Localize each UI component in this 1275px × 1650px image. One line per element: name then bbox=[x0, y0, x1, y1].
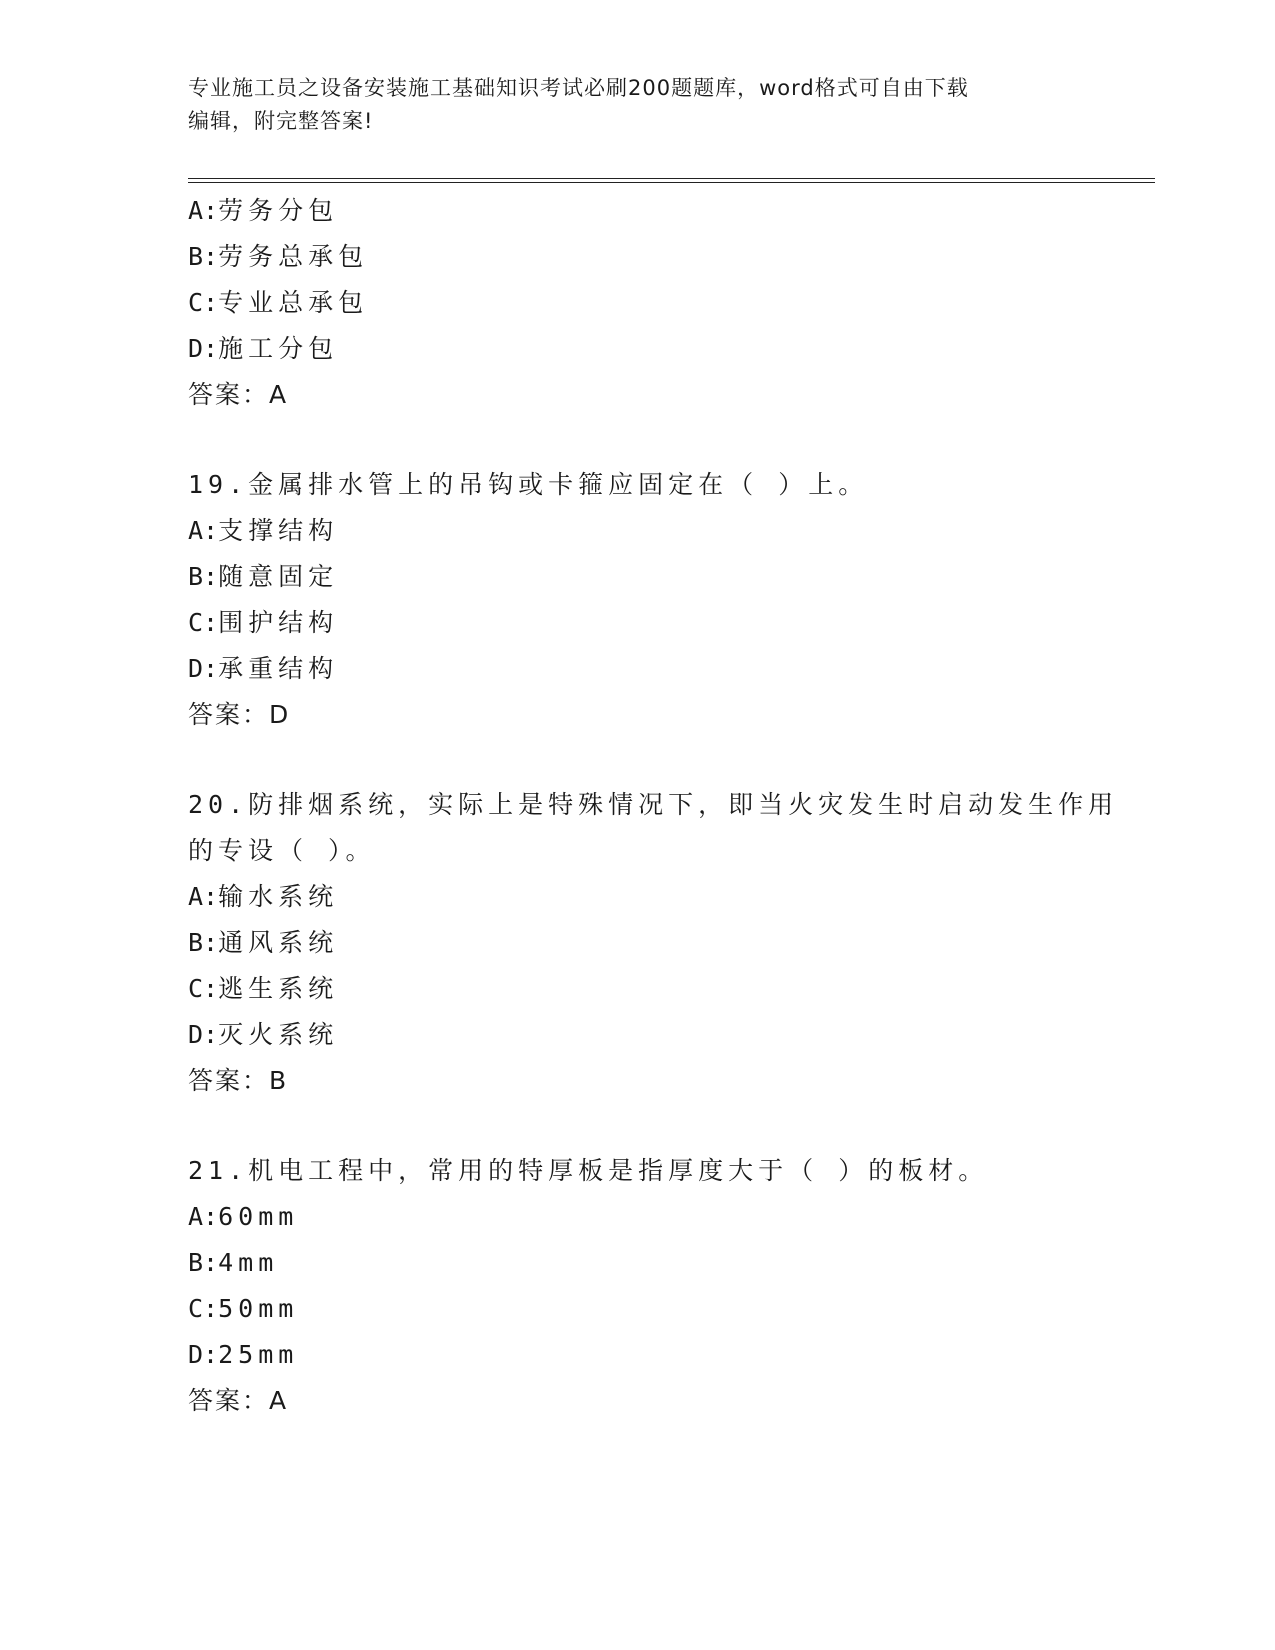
question-block-19 bbox=[188, 462, 1148, 738]
option-c: C:专业总承包 bbox=[188, 288, 369, 317]
header-line-2: 编辑，附完整答案! bbox=[188, 109, 374, 133]
option-a: A:劳务分包 bbox=[188, 196, 339, 225]
document-body bbox=[188, 188, 1148, 1424]
answer-line: 答案：A bbox=[188, 380, 289, 409]
answer-line: 答案：A bbox=[188, 1386, 289, 1415]
option-b: B:通风系统 bbox=[188, 928, 339, 957]
document-header bbox=[188, 72, 1088, 138]
question-block-18 bbox=[188, 188, 1148, 418]
option-b: B:劳务总承包 bbox=[188, 242, 369, 271]
option-a: A:支撑结构 bbox=[188, 516, 339, 545]
answer-line: 答案：D bbox=[188, 700, 291, 729]
question-text: 20.防排烟系统，实际上是特殊情况下，即当火灾发生时启动发生作用 bbox=[188, 790, 1119, 819]
option-d: D:25mm bbox=[188, 1340, 299, 1369]
option-d: D:施工分包 bbox=[188, 334, 339, 363]
option-c: C:50mm bbox=[188, 1294, 299, 1323]
question-text-continued: 的专设（ ）。 bbox=[188, 836, 376, 865]
answer-line: 答案：B bbox=[188, 1066, 289, 1095]
question-block-20 bbox=[188, 782, 1148, 1104]
option-d: D:灭火系统 bbox=[188, 1020, 339, 1049]
header-divider-bottom bbox=[188, 182, 1155, 183]
option-c: C:围护结构 bbox=[188, 608, 339, 637]
question-text: 21.机电工程中，常用的特厚板是指厚度大于（ ）的板材。 bbox=[188, 1156, 989, 1185]
option-a: A:60mm bbox=[188, 1202, 299, 1231]
option-d: D:承重结构 bbox=[188, 654, 339, 683]
option-b: B:4mm bbox=[188, 1248, 279, 1277]
header-line-1: 专业施工员之设备安装施工基础知识考试必刷200题题库，word格式可自由下载 bbox=[188, 76, 969, 100]
header-divider-top bbox=[188, 178, 1155, 179]
question-text: 19.金属排水管上的吊钩或卡箍应固定在（ ）上。 bbox=[188, 470, 869, 499]
question-block-21 bbox=[188, 1148, 1148, 1424]
option-b: B:随意固定 bbox=[188, 562, 339, 591]
option-a: A:输水系统 bbox=[188, 882, 339, 911]
option-c: C:逃生系统 bbox=[188, 974, 339, 1003]
